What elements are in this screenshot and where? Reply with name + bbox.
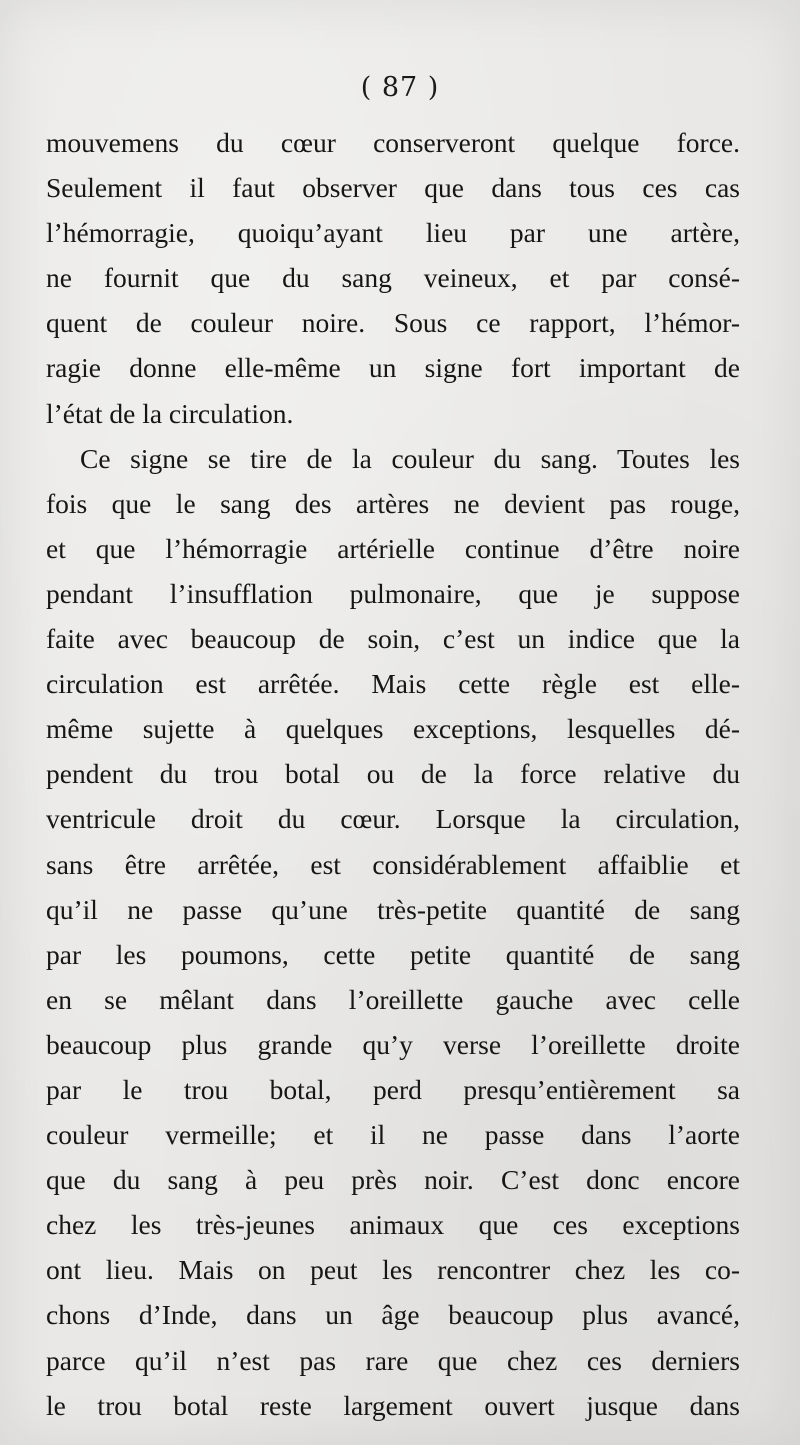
text-line: pendent du trou botal ou de la force relative du [46, 758, 740, 790]
text-line: mouvemens du cœur conserveront quelque force. [46, 127, 740, 158]
text-line: sans être arrêtée, est considérablement affaiblie et [46, 848, 740, 880]
text-line: ragie donne elle-même un signe fort important de [46, 352, 740, 384]
text-line: par le trou botal, perd presqu’entièrement sa [46, 1073, 740, 1105]
text-line: en se mêlant dans l’oreillette gauche avec celle [46, 983, 740, 1015]
text-line: par les poumons, cette petite quantité de sang [46, 938, 740, 970]
text-line: parce qu’il n’est pas rare que chez ces derniers [46, 1344, 740, 1376]
text-line: chez les très-jeunes animaux que ces exceptions [46, 1209, 740, 1241]
text-line: Seulement il faut observer que dans tous ces cas [46, 172, 740, 204]
text-line: le trou botal reste largement ouvert jusque dans [46, 1389, 740, 1421]
text-line: quent de couleur noire. Sous ce rapport, l’hémor- [46, 307, 740, 339]
body-text [46, 120, 740, 1428]
paragraph-start-line: Ce signe se tire de la couleur du sang. Toutes les [80, 442, 740, 474]
text-line: que du sang à peu près noir. C’est donc encore [46, 1164, 740, 1196]
text-line: ne fournit que du sang veineux, et par consé- [46, 262, 740, 294]
text-line: même sujette à quelques exceptions, lesquelles dé- [46, 713, 740, 745]
page-number: ( 87 ) [360, 72, 440, 103]
text-line: beaucoup plus grande qu’y verse l’oreillette droite [46, 1028, 740, 1060]
text-line: faite avec beaucoup de soin, c’est un indice que la [46, 623, 740, 655]
text-line: chons d’Inde, dans un âge beaucoup plus avancé, [46, 1299, 740, 1331]
text-line: l’état de la circulation. [46, 397, 294, 429]
text-line: ont lieu. Mais on peut les rencontrer chez les co- [46, 1254, 740, 1286]
text-line: ventricule droit du cœur. Lorsque la circulation, [46, 803, 740, 835]
text-line: pendant l’insufflation pulmonaire, que je suppose [46, 577, 740, 609]
text-line: et que l’hémorragie artérielle continue d’être noire [46, 532, 740, 564]
text-line: fois que le sang des artères ne devient pas rouge, [46, 487, 740, 519]
text-line: qu’il ne passe qu’une très-petite quantité de sang [46, 893, 740, 925]
text-line: circulation est arrêtée. Mais cette règle est elle- [46, 668, 740, 700]
text-line: couleur vermeille; et il ne passe dans l’aorte [46, 1119, 740, 1151]
text-line: l’hémorragie, quoiqu’ayant lieu par une artère, [46, 217, 740, 249]
